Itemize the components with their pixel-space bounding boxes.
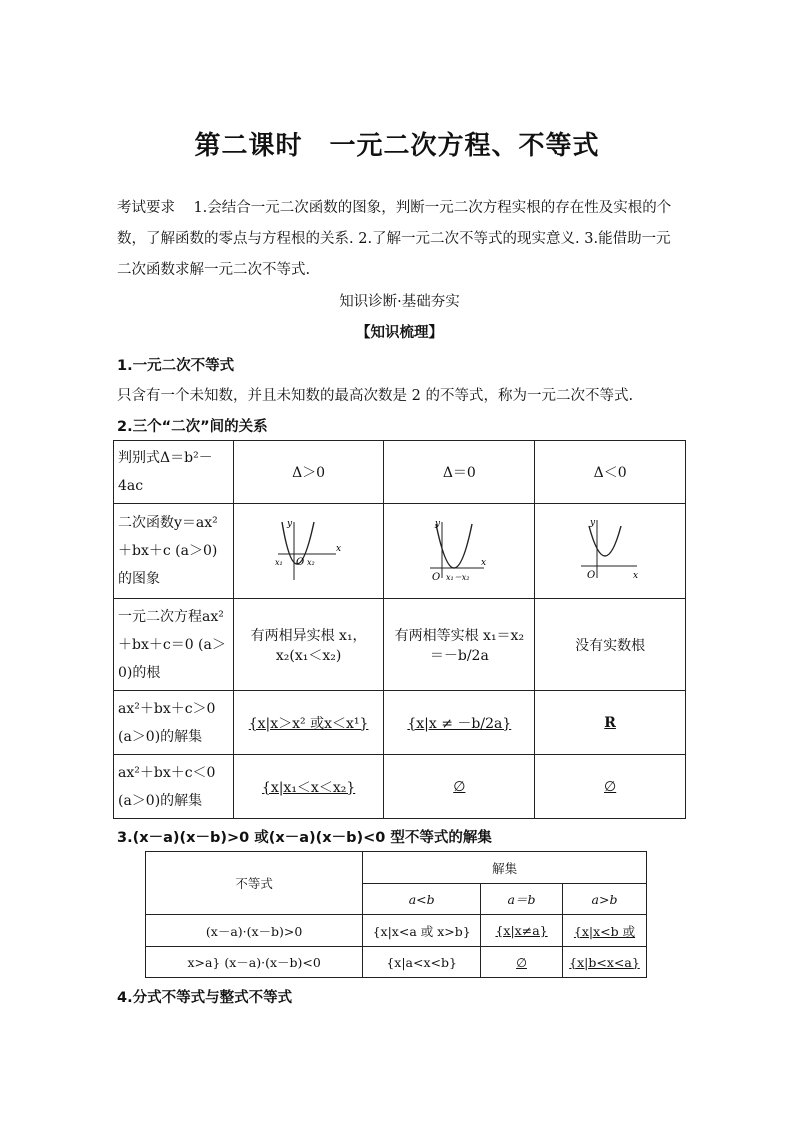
delta-positive: Δ＞0: [233, 441, 384, 504]
graph-no-root: [535, 504, 686, 599]
header-solution-set: 解集: [363, 852, 647, 884]
ineq-less: x>a} (x－a)·(x－b)<0: [146, 947, 363, 978]
section3-title: 3.(x－a)(x－b)>0 或(x－a)(x－b)<0 型不等式的解集: [117, 830, 492, 846]
graph-root-x1: x₁: [274, 558, 283, 567]
graph-double-root: x₁＝x₂: [446, 573, 470, 582]
roots-two-distinct: 有两相异实根 x₁，x₂(x₁＜x₂): [233, 599, 384, 691]
lt-solution-two-roots: {x|x₁＜x＜x₂}: [233, 755, 384, 819]
table-row: [114, 441, 686, 504]
graph-axis-y: y: [590, 518, 596, 528]
gt-solution-one-root: {x|x ≠ －b/2a}: [384, 691, 535, 755]
table-row: [114, 755, 686, 819]
graph-two-roots: [233, 504, 384, 599]
roots-two-equal: 有两相等实根 x₁＝x₂＝－b/2a: [384, 599, 535, 691]
table-row: [146, 915, 647, 947]
roots-none: 没有实数根: [535, 599, 686, 691]
page-title: 第二课时 一元二次方程、不等式: [194, 131, 600, 161]
sol-less-a-eq-b: ∅: [481, 947, 563, 978]
section1-title: 1.一元二次不等式: [117, 358, 235, 374]
subheading: 知识诊断·基础夯实: [339, 294, 460, 310]
requirements-text: 1.会结合一元二次函数的图象，判断一元二次方程实根的存在性及实根的个数，了解函数的零点与方程根的关系. 2.了解一元二次不等式的现实意义. 3.能借助一元二次函数求解一元二次不等式.: [117, 200, 672, 278]
delta-negative: Δ＜0: [535, 441, 686, 504]
graph-axis-y: y: [286, 519, 292, 529]
graph-origin: O: [432, 572, 441, 582]
sol-less-a-gt-b: {x|b<x<a}: [562, 947, 646, 978]
graph-one-root: [384, 504, 535, 599]
parabola-two-roots-graph: [274, 516, 344, 582]
lt-solution-no-root: ∅: [535, 755, 686, 819]
quadratic-relations-table: [113, 440, 686, 819]
graph-axis-x: x: [335, 544, 341, 554]
graph-origin: O: [295, 557, 304, 568]
exam-requirements: [117, 193, 682, 286]
delta-zero: Δ＝0: [384, 441, 535, 504]
header-a-gt-b: a>b: [562, 884, 646, 915]
sol-greater-a-lt-b: {x|x<a 或 x>b}: [363, 915, 481, 947]
parabola-no-root-graph: [575, 516, 645, 582]
gt-solution-label: ax²＋bx＋c＞0 (a＞0)的解集: [114, 691, 234, 755]
table-row: [114, 691, 686, 755]
section2-title: 2.三个“二次”间的关系: [117, 419, 268, 435]
sol-greater-a-eq-b: {x|x≠a}: [481, 915, 563, 947]
sol-less-a-lt-b: {x|a<x<b}: [363, 947, 481, 978]
factored-inequality-table: [145, 851, 647, 978]
lt-solution-one-root: ∅: [384, 755, 535, 819]
subheading-knowledge: 【知识梳理】: [356, 325, 443, 341]
table-row: [114, 599, 686, 691]
header-inequality: 不等式: [146, 852, 363, 915]
lt-solution-label: ax²＋bx＋c＜0 (a＞0)的解集: [114, 755, 234, 819]
gt-solution-no-root: R: [535, 691, 686, 755]
discriminant-label: 判别式Δ＝b²－4ac: [114, 441, 234, 504]
graph-root-x2: x₂: [306, 558, 315, 567]
table-row: [114, 504, 686, 599]
table-row: [146, 852, 647, 884]
sol-greater-a-gt-b: {x|x<b 或: [562, 915, 646, 947]
graph-label: 二次函数y＝ax²＋bx＋c (a＞0)的图象: [114, 504, 234, 599]
graph-axis-x: x: [481, 558, 487, 568]
requirements-label: 考试要求: [117, 200, 175, 216]
graph-axis-y: y: [435, 519, 441, 529]
section1-text: 只含有一个未知数，并且未知数的最高次数是 2 的不等式，称为一元二次不等式.: [117, 388, 634, 404]
header-a-eq-b: a＝b: [481, 884, 563, 915]
roots-label: 一元二次方程ax²＋bx＋c＝0 (a＞0)的根: [114, 599, 234, 691]
table-row: [146, 947, 647, 978]
graph-axis-x: x: [633, 571, 639, 581]
ineq-greater: (x－a)·(x－b)>0: [146, 915, 363, 947]
parabola-one-root-graph: [424, 516, 494, 582]
graph-origin: O: [587, 570, 596, 581]
section4-title: 4.分式不等式与整式不等式: [117, 990, 293, 1006]
gt-solution-two-roots: {x|x＞x² 或x＜x¹}: [233, 691, 384, 755]
header-a-lt-b: a<b: [363, 884, 481, 915]
